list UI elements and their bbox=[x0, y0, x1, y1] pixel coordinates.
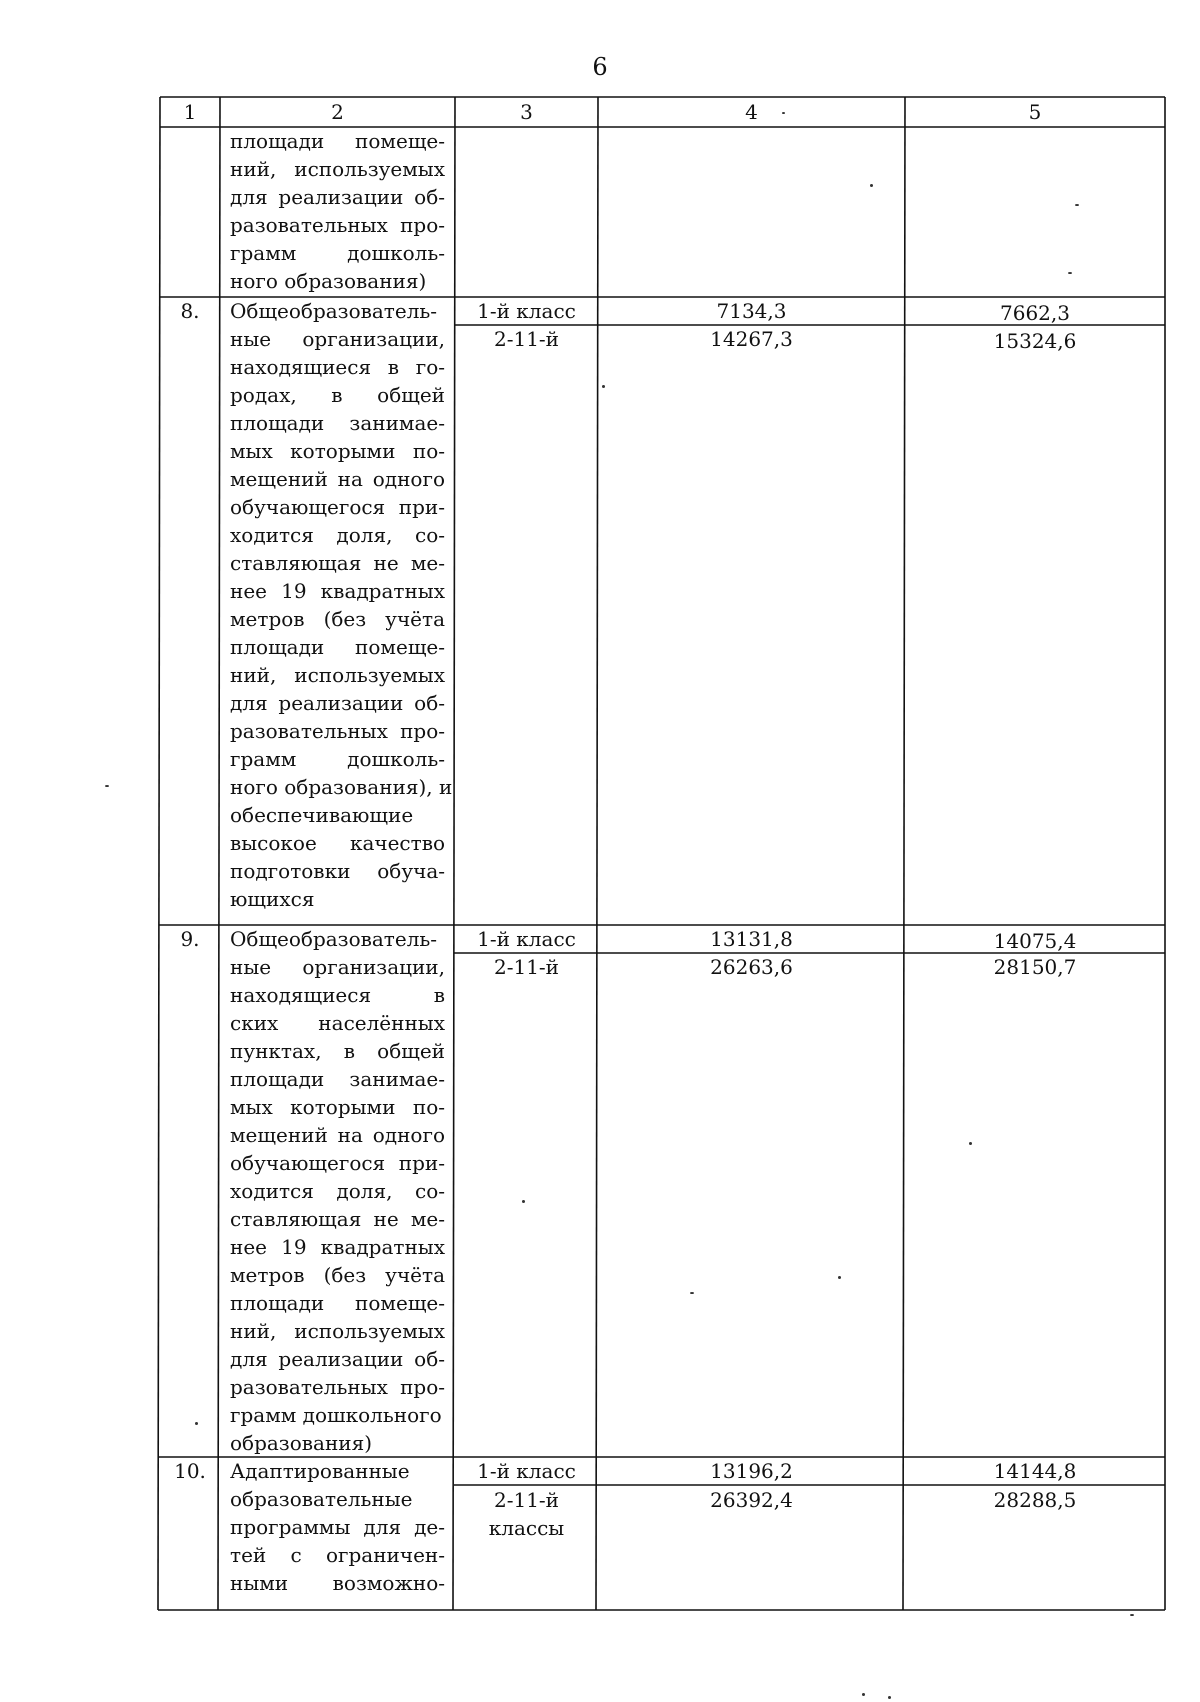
scan-speck bbox=[1068, 272, 1072, 274]
description-line: метров (без учёта bbox=[230, 1263, 445, 1287]
header-col-1: 1 bbox=[183, 100, 197, 124]
description-line: площади занимае- bbox=[230, 411, 445, 435]
row-description bbox=[230, 1457, 445, 1597]
description-line: ставляющая не ме- bbox=[230, 1207, 445, 1231]
class-second: 2-11-й bbox=[493, 1488, 560, 1512]
description-line: мых которыми по- bbox=[230, 439, 445, 463]
scan-speck bbox=[195, 1422, 198, 1425]
continuation-line: грамм дошколь- bbox=[230, 241, 445, 265]
value-col5-second: 15324,6 bbox=[993, 329, 1077, 353]
class-first: 1-й класс bbox=[477, 927, 576, 951]
description-line: образовательные bbox=[230, 1487, 413, 1511]
description-line: площади помеще- bbox=[230, 1291, 445, 1315]
description-line: разовательных про- bbox=[230, 1375, 445, 1399]
description-line: ходится доля, со- bbox=[230, 1179, 445, 1203]
row-number: 8. bbox=[180, 299, 200, 323]
scan-speck bbox=[782, 112, 785, 114]
description-line: пунктах, в общей bbox=[230, 1039, 445, 1063]
scan-speck bbox=[969, 1142, 972, 1145]
value-col5-first: 14075,4 bbox=[993, 929, 1077, 953]
page-number: 6 bbox=[592, 53, 608, 81]
continuation-line: ного образования) bbox=[230, 269, 427, 293]
description-line: Общеобразователь- bbox=[230, 927, 438, 951]
description-line: образования) bbox=[230, 1431, 373, 1455]
scan-speck bbox=[888, 1696, 891, 1699]
description-line: площади помеще- bbox=[230, 635, 445, 659]
description-line: находящиеся в го- bbox=[230, 355, 445, 379]
description-line: ских населённых bbox=[230, 1011, 445, 1035]
description-line: находящиеся в bbox=[230, 983, 445, 1007]
scan-speck bbox=[522, 1200, 525, 1203]
value-col5-first: 14144,8 bbox=[993, 1459, 1077, 1483]
row-description bbox=[230, 297, 453, 913]
value-col4-second: 26263,6 bbox=[710, 955, 793, 979]
class-second: 2-11-й bbox=[493, 955, 560, 979]
continuation-text bbox=[230, 127, 445, 295]
scan-speck bbox=[105, 785, 109, 787]
header-col-2: 2 bbox=[331, 100, 344, 124]
value-col4-first: 13196,2 bbox=[710, 1459, 793, 1483]
description-line: мещений на одного bbox=[230, 1123, 445, 1147]
description-line: тей с ограничен- bbox=[230, 1543, 445, 1567]
description-line: для реализации об- bbox=[230, 1347, 445, 1371]
header-col-3: 3 bbox=[520, 100, 533, 124]
row-description bbox=[230, 925, 445, 1457]
continuation-line: площади помеще- bbox=[230, 129, 445, 153]
description-line: ные организации, bbox=[230, 955, 445, 979]
class-first: 1-й класс bbox=[477, 299, 576, 323]
description-line: ний, используемых bbox=[230, 663, 445, 687]
value-col4-first: 13131,8 bbox=[710, 927, 793, 951]
description-line: грамм дошколь- bbox=[230, 747, 445, 771]
description-line: грамм дошкольного bbox=[230, 1403, 442, 1427]
class-first: 1-й класс bbox=[477, 1459, 576, 1483]
description-line: ные организации, bbox=[230, 327, 445, 351]
header-col-4: 4 bbox=[745, 100, 758, 124]
description-line: высокое качество bbox=[230, 831, 445, 855]
scan-speck bbox=[862, 1693, 865, 1696]
description-line: мых которыми по- bbox=[230, 1095, 445, 1119]
class-second-extra: классы bbox=[488, 1516, 565, 1540]
description-line: площади занимае- bbox=[230, 1067, 445, 1091]
description-line: подготовки обуча- bbox=[230, 859, 445, 883]
description-line: метров (без учёта bbox=[230, 607, 445, 631]
value-col5-second: 28288,5 bbox=[993, 1488, 1077, 1512]
description-line: обеспечивающие bbox=[230, 803, 414, 827]
value-col4-second: 14267,3 bbox=[710, 327, 793, 351]
description-line: ными возможно- bbox=[230, 1571, 445, 1595]
header-col-5: 5 bbox=[1028, 100, 1042, 124]
description-line: обучающегося при- bbox=[230, 495, 445, 519]
description-line: разовательных про- bbox=[230, 719, 445, 743]
value-col5-second: 28150,7 bbox=[993, 955, 1077, 979]
description-line: мещений на одного bbox=[230, 467, 445, 491]
description-line: ющихся bbox=[230, 887, 315, 911]
continuation-line: ний, используемых bbox=[230, 157, 445, 181]
description-line: ний, используемых bbox=[230, 1319, 445, 1343]
scan-speck bbox=[602, 385, 605, 388]
description-line: программы для де- bbox=[230, 1515, 445, 1539]
description-line: родах, в общей bbox=[230, 383, 445, 407]
scan-speck bbox=[870, 184, 873, 187]
scan-speck bbox=[1130, 1614, 1134, 1616]
class-second-cell bbox=[455, 1486, 598, 1542]
description-line: Общеобразователь- bbox=[230, 299, 438, 323]
description-line: ставляющая не ме- bbox=[230, 551, 445, 575]
description-line: для реализации об- bbox=[230, 691, 445, 715]
description-line: Адаптированные bbox=[230, 1459, 410, 1483]
continuation-line: разовательных про- bbox=[230, 213, 445, 237]
description-line: ного образования), и bbox=[230, 775, 453, 799]
row-number: 10. bbox=[174, 1459, 206, 1483]
scan-speck bbox=[1075, 204, 1079, 206]
scan-speck bbox=[838, 1276, 841, 1279]
value-col4-first: 7134,3 bbox=[716, 299, 787, 323]
description-line: обучающегося при- bbox=[230, 1151, 445, 1175]
description-line: нее 19 квадратных bbox=[230, 579, 445, 603]
value-col4-second: 26392,4 bbox=[710, 1488, 793, 1512]
continuation-line: для реализации об- bbox=[230, 185, 445, 209]
row-number: 9. bbox=[180, 927, 200, 951]
description-line: нее 19 квадратных bbox=[230, 1235, 445, 1259]
value-col5-first: 7662,3 bbox=[1000, 301, 1070, 325]
scan-speck bbox=[690, 1292, 694, 1294]
class-second: 2-11-й bbox=[493, 327, 560, 351]
description-line: ходится доля, со- bbox=[230, 523, 445, 547]
